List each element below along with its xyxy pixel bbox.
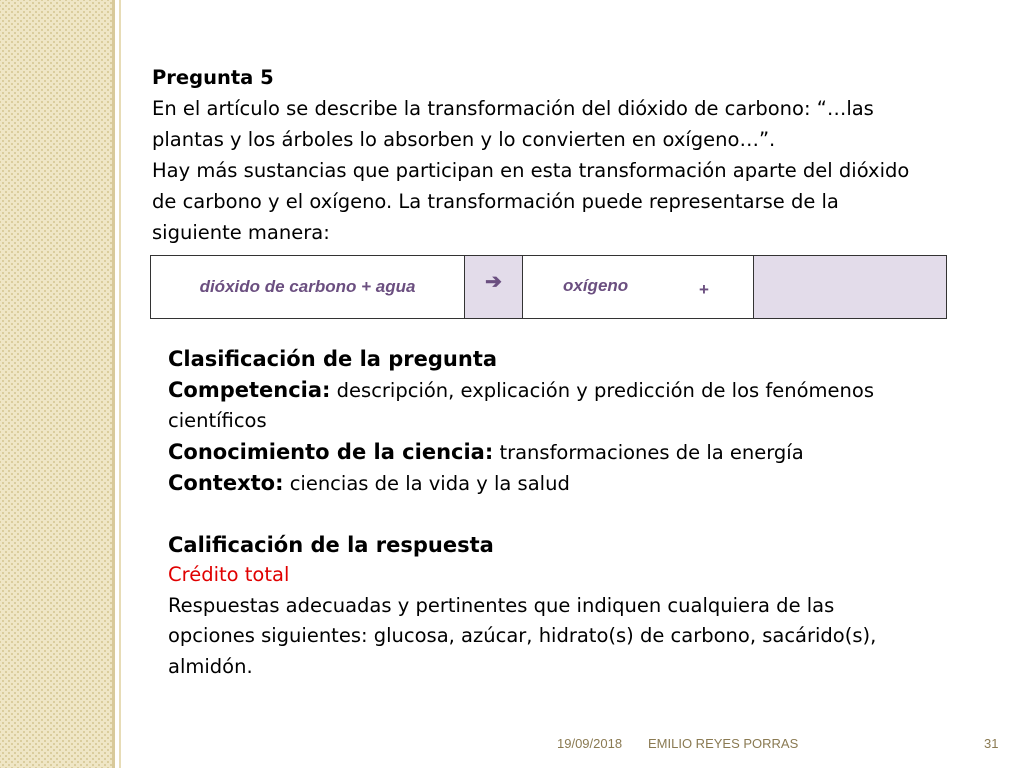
grading-heading: Calificación de la respuesta <box>168 532 494 557</box>
footer-author: EMILIO REYES PORRAS <box>648 736 799 751</box>
classification-heading: Clasificación de la pregunta <box>168 347 498 371</box>
plus-sign: + <box>699 280 709 299</box>
product-cell <box>523 256 754 319</box>
contexto-label: Contexto: <box>168 471 284 495</box>
question-line-3: Hay más sustancias que participan en esta transformación aparte del dióxido <box>152 159 910 182</box>
sidebar-divider-secondary <box>119 0 121 768</box>
sidebar-divider <box>112 0 115 768</box>
blank-answer-cell <box>754 256 947 319</box>
reactants-cell <box>151 256 465 319</box>
question-title: Pregunta 5 <box>152 66 274 89</box>
conocimiento-label: Conocimiento de la ciencia: <box>168 439 494 464</box>
arrow-cell <box>465 256 523 319</box>
product-text: oxígeno <box>563 276 629 295</box>
competencia-line <box>168 375 958 407</box>
question-line-5: siguiente manera: <box>152 221 330 244</box>
competencia-label: Competencia: <box>168 377 331 402</box>
credit-label: Crédito total <box>168 563 290 586</box>
arrow-right-icon: ➔ <box>485 270 502 293</box>
answer-line-2: opciones siguientes: glucosa, azúcar, hidrato(s) de carbono, sacárido(s), <box>168 624 877 647</box>
contexto-line <box>168 468 958 500</box>
competencia-value-cont: científicos <box>168 409 267 432</box>
reaction-table <box>150 255 947 319</box>
reactants-text: dióxido de carbono + agua <box>199 277 416 296</box>
conocimiento-value: transformaciones de la energía <box>499 440 804 464</box>
contexto-value: ciencias de la vida y la salud <box>289 472 570 495</box>
footer-date: 19/09/2018 <box>557 736 623 751</box>
answer-line-3: almidón. <box>168 654 253 678</box>
question-line-4: de carbono y el oxígeno. La transformación puede representarse de la <box>152 190 839 213</box>
spacer <box>168 500 958 530</box>
question-line-1: En el artículo se describe la transformación del dióxido de carbono: “…las <box>152 97 874 120</box>
answer-line-1: Respuestas adecuadas y pertinentes que indiquen cualquiera de las <box>168 593 835 617</box>
classification-block <box>168 344 958 682</box>
conocimiento-line <box>168 437 958 469</box>
sidebar-pattern <box>0 0 112 768</box>
question-block <box>152 62 962 248</box>
competencia-value: descripción, explicación y predicción de los fenómenos <box>336 378 874 402</box>
footer-page-number: 31 <box>984 736 999 751</box>
question-line-2: plantas y los árboles lo absorben y lo convierten en oxígeno…”. <box>152 128 776 151</box>
